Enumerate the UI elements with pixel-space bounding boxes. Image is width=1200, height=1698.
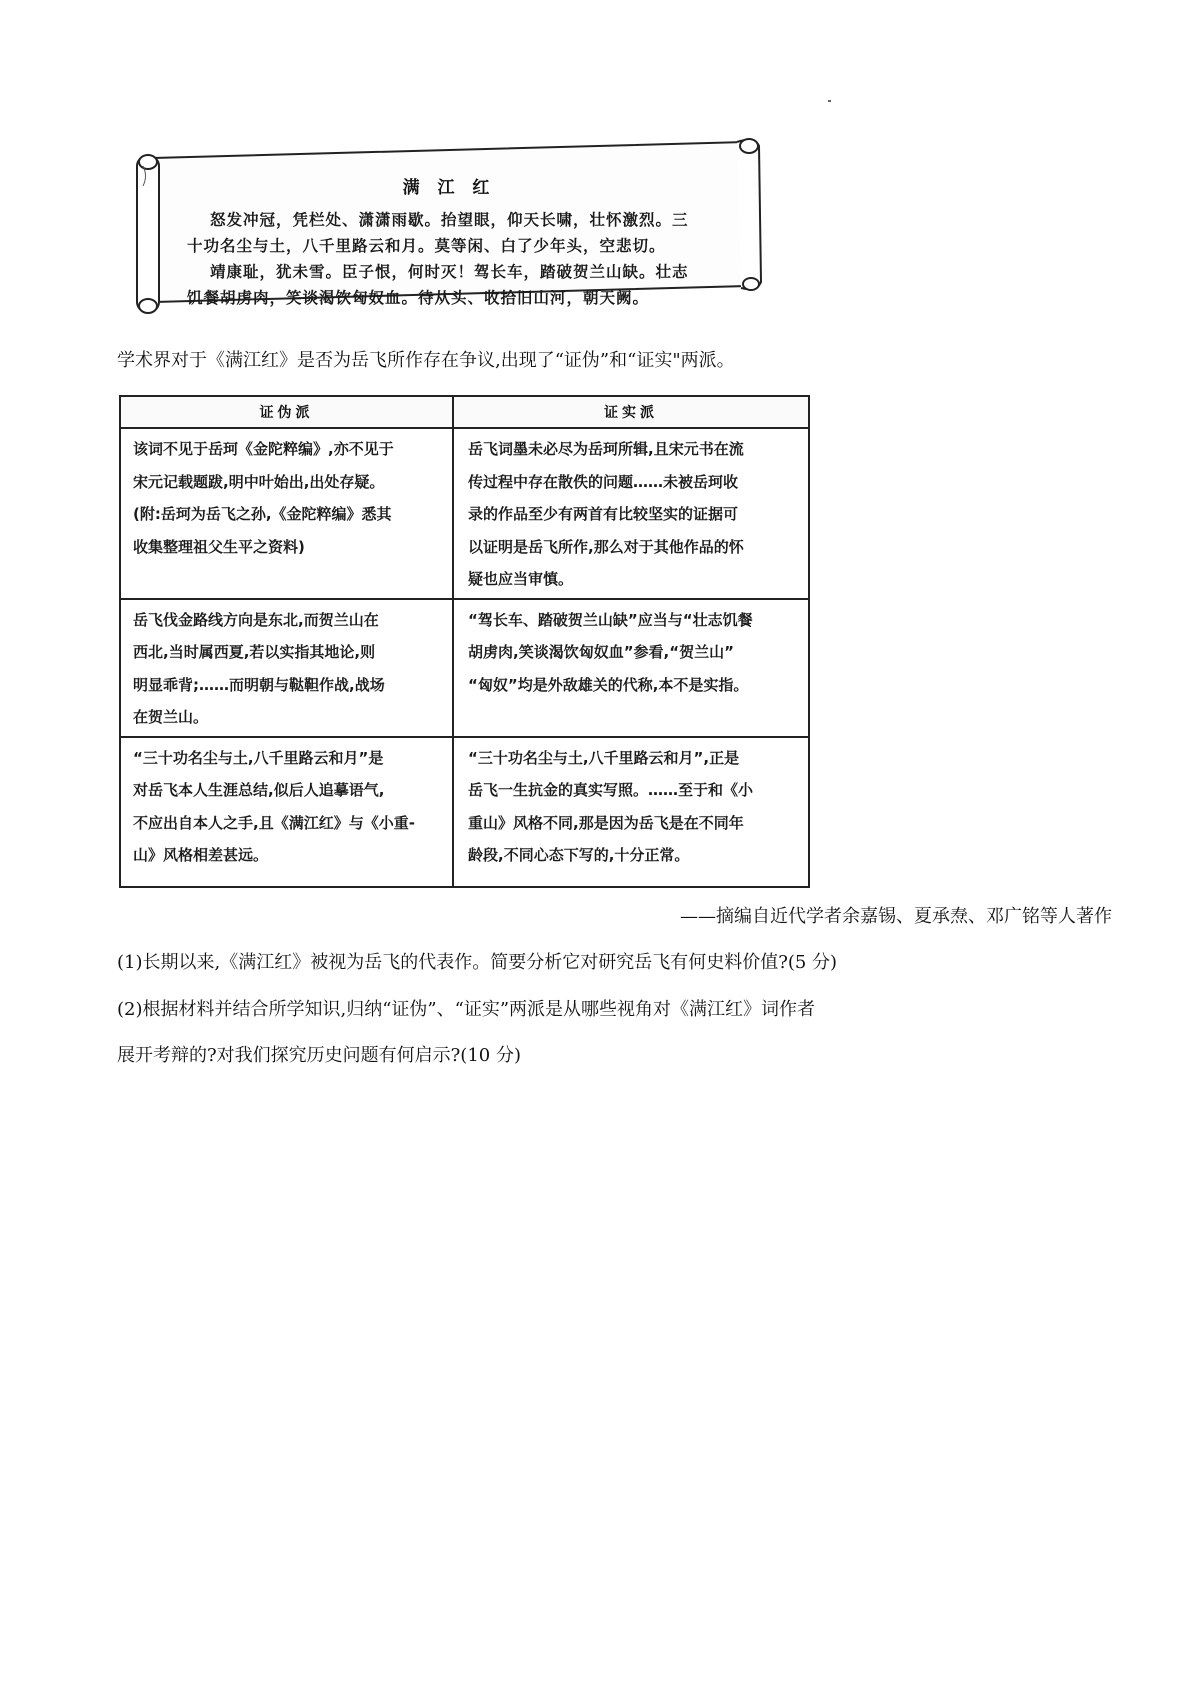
poem-title: 满 江 红 [402, 178, 496, 198]
confirm-cell [453, 599, 809, 737]
source-attribution: ——摘编自近代学者余嘉锡、夏承焘、邓广铭等人著作 [680, 906, 1112, 927]
table-header-row [120, 396, 809, 428]
cell-line: 岳飞伐金路线方向是东北,而贺兰山在 [133, 610, 379, 629]
poem-line: 饥餐胡虏肉，笑谈渴饮匈奴血。待从头、收拾旧山河，朝天阙。 [187, 289, 650, 307]
cell-line: 在贺兰山。 [133, 708, 209, 726]
cell-line: 对岳飞本人生涯总结,似后人追摹语气, [133, 781, 385, 799]
table-row [120, 599, 809, 737]
cell-line: 重山》风格不同,那是因为岳飞是在不同年 [468, 813, 744, 832]
confirm-cell [453, 428, 809, 599]
cell-line: (附:岳珂为岳飞之孙,《金陀粹编》悉其 [133, 505, 392, 523]
header-refute: 证伪派 [120, 396, 453, 428]
scan-speck [828, 100, 831, 102]
cell-line: 岳飞词墨未必尽为岳珂所辑,且宋元书在流 [468, 440, 744, 458]
cell-line: “匈奴”均是外敌雄关的代称,本不是实指。 [468, 675, 749, 694]
cell-line: “三十功名尘与土,八千里路云和月”,正是 [468, 748, 740, 767]
poem-line: 靖康耻，犹未雪。臣子恨，何时灭！驾长车，踏破贺兰山缺。壮志 [210, 263, 689, 281]
poem-line: 十功名尘与土，八千里路云和月。莫等闲、白了少年头，空悲切。 [187, 237, 666, 255]
table-row [120, 428, 809, 599]
cell-line: 不应出自本人之手,且《满江红》与《小重- [133, 813, 415, 832]
question-1: (1)长期以来,《满江红》被视为岳飞的代表作。简要分析它对研究岳飞有何史料价值?(5 分) [117, 952, 838, 973]
debate-table [119, 395, 810, 888]
cell-line: “驾长车、踏破贺兰山缺”应当与“壮志饥餐 [468, 610, 753, 629]
cell-line: 以证明是岳飞所作,那么对于其他作品的怀 [468, 537, 744, 556]
question-2-continued: 展开考辩的?对我们探究历史问题有何启示?(10 分) [117, 1045, 521, 1066]
cell-line: 山》风格相差甚远。 [133, 846, 269, 864]
cell-line: 传过程中存在散佚的问题……未被岳珂收 [468, 472, 739, 491]
table-row [120, 737, 809, 887]
confirm-cell [453, 737, 809, 887]
cell-line: 宋元记载题跋,明中叶始出,出处存疑。 [133, 472, 385, 491]
cell-line: 录的作品至少有两首有比较坚实的证据可 [468, 505, 739, 523]
cell-line: 疑也应当审慎。 [468, 570, 574, 588]
cell-line: 收集整理祖父生平之资料) [133, 537, 305, 556]
cell-line: 胡虏肉,笑谈渴饮匈奴血”参看,“贺兰山” [468, 643, 734, 661]
cell-line: 该词不见于岳珂《金陀粹编》,亦不见于 [133, 440, 394, 458]
cell-line: “三十功名尘与土,八千里路云和月”是 [133, 748, 384, 767]
refute-cell [120, 737, 453, 887]
refute-cell [120, 428, 453, 599]
cell-line: 明显乖背;……而明朝与鞑靼作战,战场 [133, 675, 385, 694]
cell-line: 龄段,不同心态下写的,十分正常。 [468, 846, 690, 864]
header-confirm: 证实派 [453, 396, 809, 428]
question-2: (2)根据材料并结合所学知识,归纳“证伪”、“证实”两派是从哪些视角对《满江红》词作者 [117, 999, 816, 1020]
cell-line: 岳飞一生抗金的真实写照。……至于和《小 [468, 781, 754, 799]
refute-cell [120, 599, 453, 737]
poem-scroll [135, 136, 763, 320]
poem-line: 怒发冲冠，凭栏处、潇潇雨歇。抬望眼，仰天长啸，壮怀激烈。三 [210, 211, 689, 229]
cell-line: 西北,当时属西夏,若以实指其地论,则 [133, 643, 376, 661]
intro-paragraph: 学术界对于《满江红》是否为岳飞所作存在争议,出现了“证伪”和“证实"两派。 [117, 350, 735, 371]
